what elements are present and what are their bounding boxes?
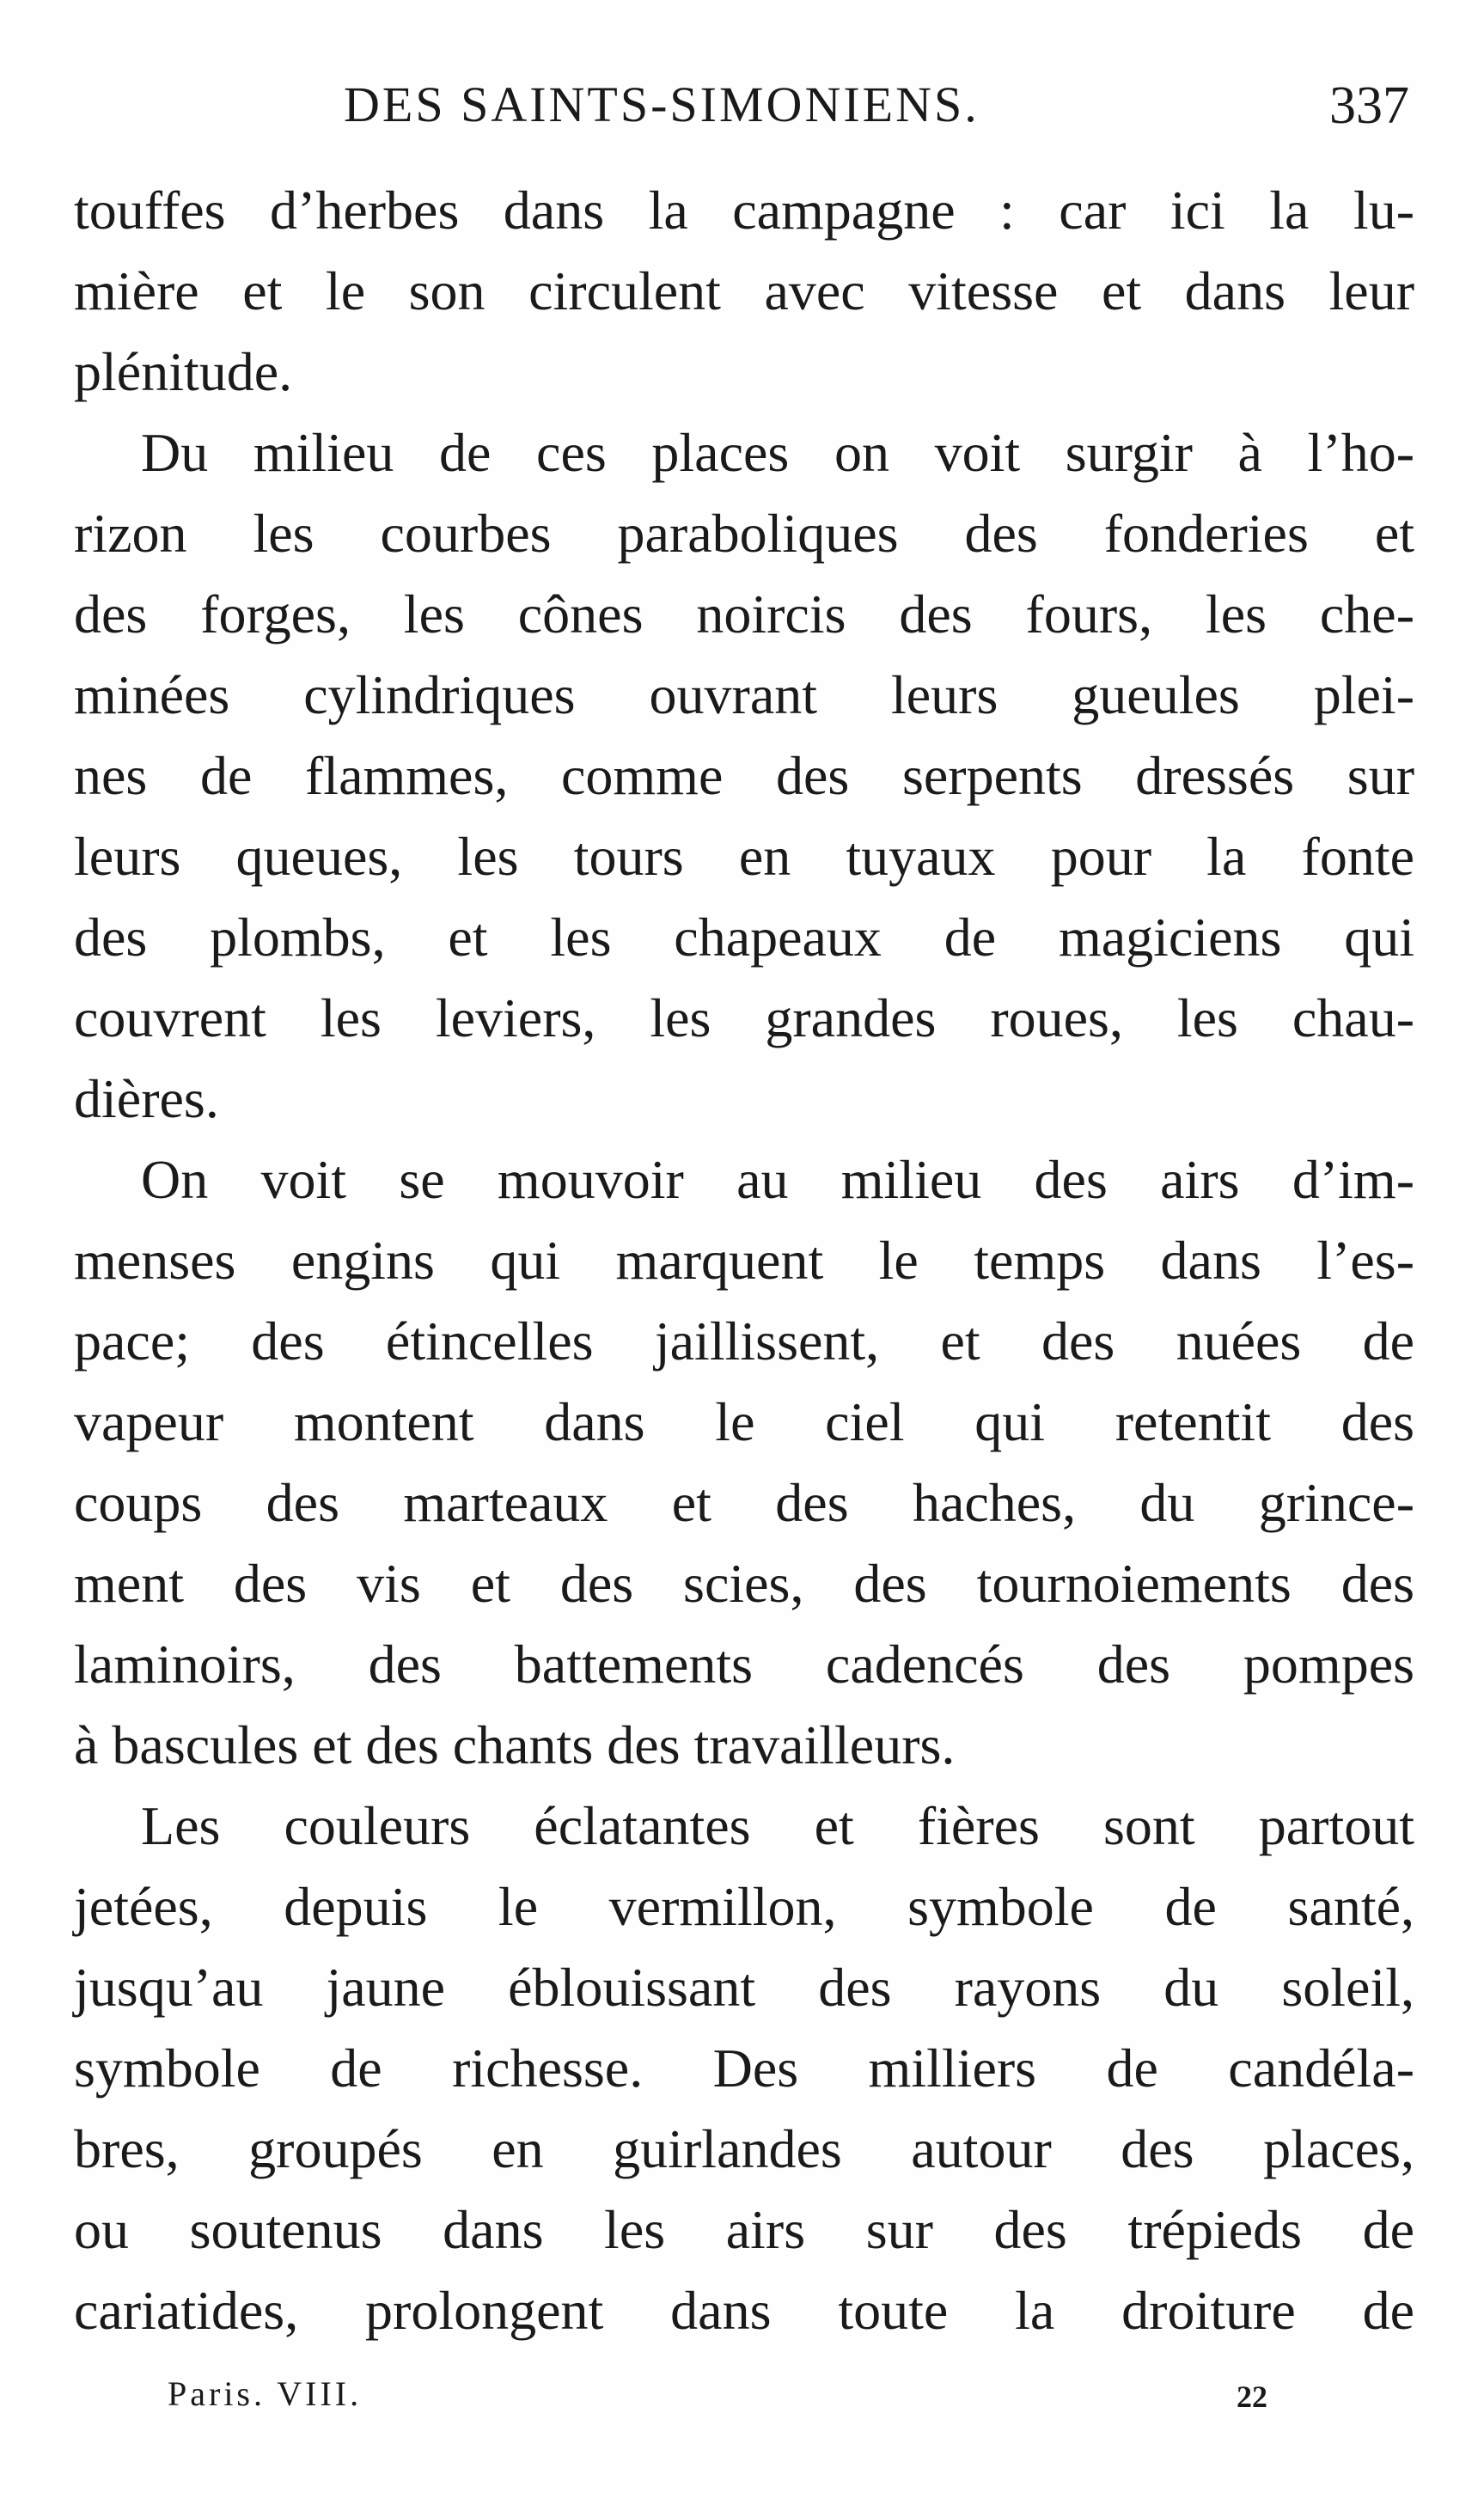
paragraph <box>74 170 1414 412</box>
paragraph <box>74 1786 1414 2351</box>
signature-text: Paris. VIII. <box>168 2374 363 2413</box>
text-line: plénitude. <box>74 341 293 402</box>
text-line: rizon les courbes paraboliques des fonderies et <box>74 503 1414 564</box>
text-line: mière et le son circulent avec vitesse et dans leur <box>74 260 1414 321</box>
text-line: nes de flammes, comme des serpents dressés sur <box>74 745 1414 806</box>
page-number: 337 <box>1329 76 1409 135</box>
text-line: touffes d’herbes dans la campagne : car ici la lu- <box>74 180 1414 241</box>
text-line: symbole de richesse. Des milliers de candéla- <box>74 2038 1414 2099</box>
text-line: à bascules et des chants des travailleurs. <box>74 1714 956 1775</box>
paragraph <box>74 1139 1414 1786</box>
text-line: couvrent les leviers, les grandes roues, les chau- <box>74 987 1414 1048</box>
text-line: bres, groupés en guirlandes autour des places, <box>74 2118 1414 2179</box>
signature-mark: 22 <box>1237 2380 1267 2414</box>
text-line: des forges, les cônes noircis des fours, les che- <box>74 583 1414 645</box>
text-line: Les couleurs éclatantes et fières sont partout <box>141 1795 1414 1856</box>
text-line: dières. <box>74 1068 219 1129</box>
text-line: menses engins qui marquent le temps dans l’es- <box>74 1230 1414 1291</box>
paragraph <box>74 412 1414 1139</box>
text-line: jusqu’au jaune éblouissant des rayons du soleil, <box>74 1957 1414 2018</box>
text-line: ment des vis et des scies, des tournoiements des <box>74 1553 1414 1614</box>
text-line: pace; des étincelles jaillissent, et des nuées de <box>74 1310 1414 1372</box>
text-line: vapeur montent dans le ciel qui retentit des <box>74 1391 1414 1452</box>
running-head <box>69 76 1409 144</box>
printer-signature <box>168 2374 1267 2425</box>
text-line: coups des marteaux et des haches, du grince- <box>74 1472 1414 1533</box>
text-line: minées cylindriques ouvrant leurs gueules plei- <box>74 664 1414 725</box>
text-line: jetées, depuis le vermillon, symbole de santé, <box>74 1876 1414 1937</box>
text-line: ou soutenus dans les airs sur des trépieds de <box>74 2199 1414 2260</box>
text-line: laminoirs, des battements cadencés des pompes <box>74 1634 1414 1695</box>
running-title: DES SAINTS-SIMONIENS. <box>344 76 980 132</box>
text-line: cariatides, prolongent dans toute la droiture de <box>74 2280 1414 2341</box>
text-line: Du milieu de ces places on voit surgir à l’ho- <box>141 422 1414 483</box>
text-line: leurs queues, les tours en tuyaux pour la fonte <box>74 826 1414 887</box>
text-line: On voit se mouvoir au milieu des airs d’im- <box>141 1149 1414 1210</box>
body-text <box>74 170 1414 2351</box>
text-line: des plombs, et les chapeaux de magiciens qui <box>74 907 1414 968</box>
